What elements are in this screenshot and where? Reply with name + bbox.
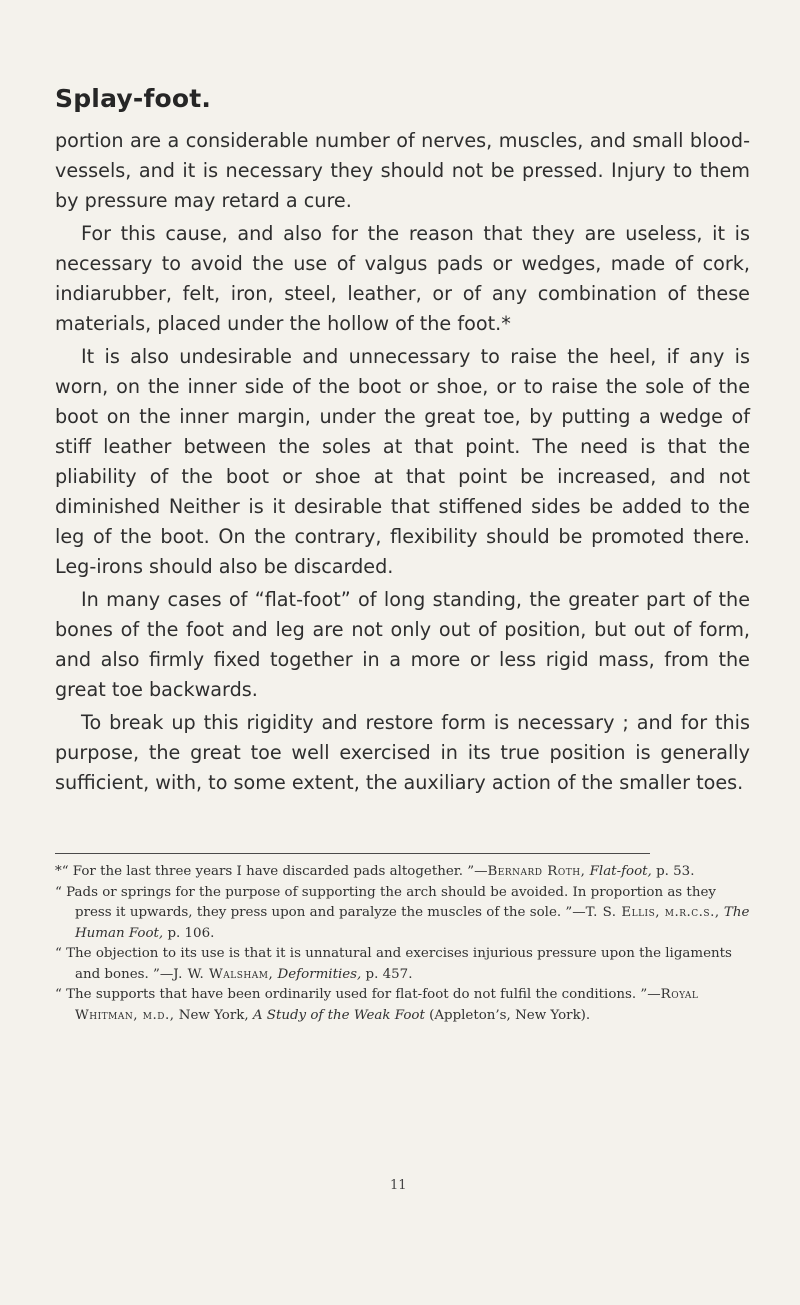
paragraph: It is also undesirable and unnecessary to raise the heel, if any is worn, on the inner side of the boot or shoe, or to raise the sole of the boot on the inner margin, under the great toe, by putting a wedge of stiff leather between the soles at that point. The need is that the pliability of the boot or shoe at that point be increased, and not diminished Neither is it desirable that stiffened sides be added to the leg of the boot. On the contrary, flexibility should be promoted there. Leg-irons should also be discarded. bbox=[55, 345, 750, 578]
footnote bbox=[55, 985, 750, 1026]
body-text bbox=[55, 126, 750, 801]
footnote-quote: “ Pads or springs for the purpose of supporting the arch should be avoided. In proportion as they press it upwards, they press upon and paralyze the muscles of the sole. ”— bbox=[55, 884, 716, 920]
footnotes bbox=[55, 862, 750, 1026]
footnote-page: (Appleton’s, New York). bbox=[424, 1007, 591, 1023]
footnote-quote: “ The supports that have been ordinarily used for flat-foot do not fulfil the conditions. ”— bbox=[55, 987, 661, 1002]
footnote-work: A Study of the Weak Foot bbox=[252, 1007, 425, 1023]
running-head: Splay-foot. bbox=[55, 84, 212, 113]
paragraph: In many cases of “flat-foot” of long standing, the greater part of the bones of the foot and leg are not only out of position, but out of form, and also firmly fixed together in a more or less rigid mass, from the great toe backwards. bbox=[55, 588, 750, 701]
page-number: 11 bbox=[390, 1178, 407, 1193]
footnote-place: New York, bbox=[174, 1007, 253, 1023]
footnote-quote: *“ For the last three years I have discarded pads altogether. ”— bbox=[55, 864, 488, 879]
footnote-page: p. 53. bbox=[651, 864, 695, 879]
footnote-quote: “ The objection to its use is that it is unnatural and exercises injurious pressure upon the ligaments and bones. ”— bbox=[55, 946, 732, 982]
footnote-work: Deformities, bbox=[277, 966, 362, 982]
footnote-author: T. S. Ellis, m.r.c.s., bbox=[585, 905, 720, 920]
footnote bbox=[55, 883, 750, 945]
footnote-work: Flat-foot, bbox=[589, 864, 652, 879]
paragraph: To break up this rigidity and restore form is necessary ; and for this purpose, the great toe well exercised in its true position is generally sufficient, with, to some extent, the auxiliary action of the smaller toes. bbox=[55, 711, 750, 794]
footnote-author: J. W. Walsham, bbox=[173, 966, 274, 982]
paragraph: For this cause, and also for the reason that they are useless, it is necessary to avoid the use of valgus pads or wedges, made of cork, indiarubber, felt, iron, steel, leather, or of any combination of these materials, placed under the hollow of the foot.* bbox=[55, 222, 750, 335]
footnote-work: The Human Foot, bbox=[75, 905, 750, 941]
paragraph: portion are a considerable number of nerves, muscles, and small blood-vessels, and it is necessary they should not be pressed. Injury to them by pressure may retard a cure. bbox=[55, 129, 750, 212]
footnote-rule bbox=[55, 853, 650, 854]
footnote-page: p. 106. bbox=[163, 925, 215, 941]
footnote-author: Royal Whitman, m.d., bbox=[75, 987, 699, 1023]
footnote bbox=[55, 862, 750, 883]
footnote bbox=[55, 944, 750, 985]
footnote-page: p. 457. bbox=[361, 966, 413, 982]
footnote-author: Bernard Roth, bbox=[487, 864, 586, 879]
